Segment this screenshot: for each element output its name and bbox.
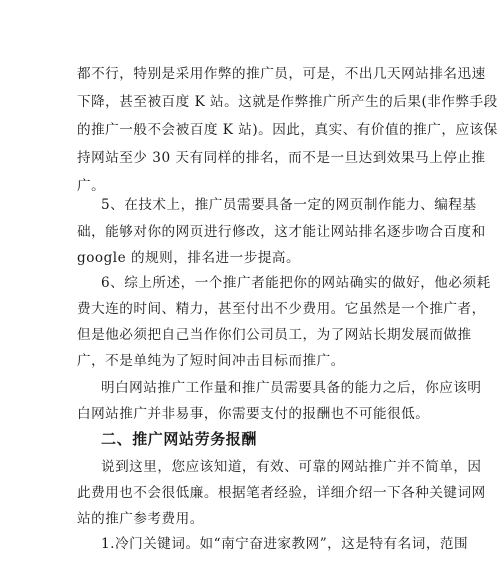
text-line: 此费用也不会很低廉。根据笔者经验，详细介绍一下各种关键词网 bbox=[77, 485, 486, 501]
text-line: 持网站至少 30 天有同样的排名，而不是一旦达到效果马上停止推 bbox=[77, 150, 486, 166]
text-line: 础，能够对你的网页进行修改，这才能让网站排名逐步吻合百度和 bbox=[77, 224, 486, 240]
text-line: 广，不是单纯为了短时间冲击目标而推广。 bbox=[77, 353, 345, 369]
text-line: 但是他必须把自己当作你们公司员工，为了网站长期发展而做推 bbox=[77, 327, 472, 343]
text-line: 白网站推广并非易事，你需要支付的报酬也不可能很低。 bbox=[77, 406, 430, 422]
text-line: 1.冷门关键词。如“南宁奋进家教网”，这是特有名词，范围 bbox=[101, 536, 469, 552]
text-line: 说到这里，您应该知道，有效、可靠的网站推广并不简单，因 bbox=[101, 459, 482, 475]
text-line: 下降，甚至被百度 K 站。这就是作弊推广所产生的后果(非作弊手段 bbox=[77, 94, 498, 110]
text-line: 5、在技术上，推广员需要具备一定的网页制作能力、编程基 bbox=[101, 197, 477, 213]
text-line: 站的推广参考费用。 bbox=[77, 511, 204, 527]
text-line: 明白网站推广工作量和推广员需要具备的能力之后，你应该明 bbox=[101, 380, 482, 396]
text-line: 都不行，特别是采用作弊的推广员，可是，不出几天网站排名迅速 bbox=[77, 66, 486, 82]
text-line: 广。 bbox=[77, 178, 106, 194]
text-line: google 的规则，排名进一步提高。 bbox=[77, 250, 301, 266]
text-line: 费大连的时间、精力，甚至付出不少费用。它虽然是一个推广者， bbox=[77, 301, 486, 317]
text-line: 的推广一般不会被百度 K 站)。因此，真实、有价值的推广，应该保 bbox=[77, 122, 498, 138]
text-line: 6、综上所述，一个推广者能把你的网站确实的做好，他必须耗 bbox=[101, 275, 491, 291]
section-heading: 二、推广网站劳务报酬 bbox=[101, 430, 258, 448]
